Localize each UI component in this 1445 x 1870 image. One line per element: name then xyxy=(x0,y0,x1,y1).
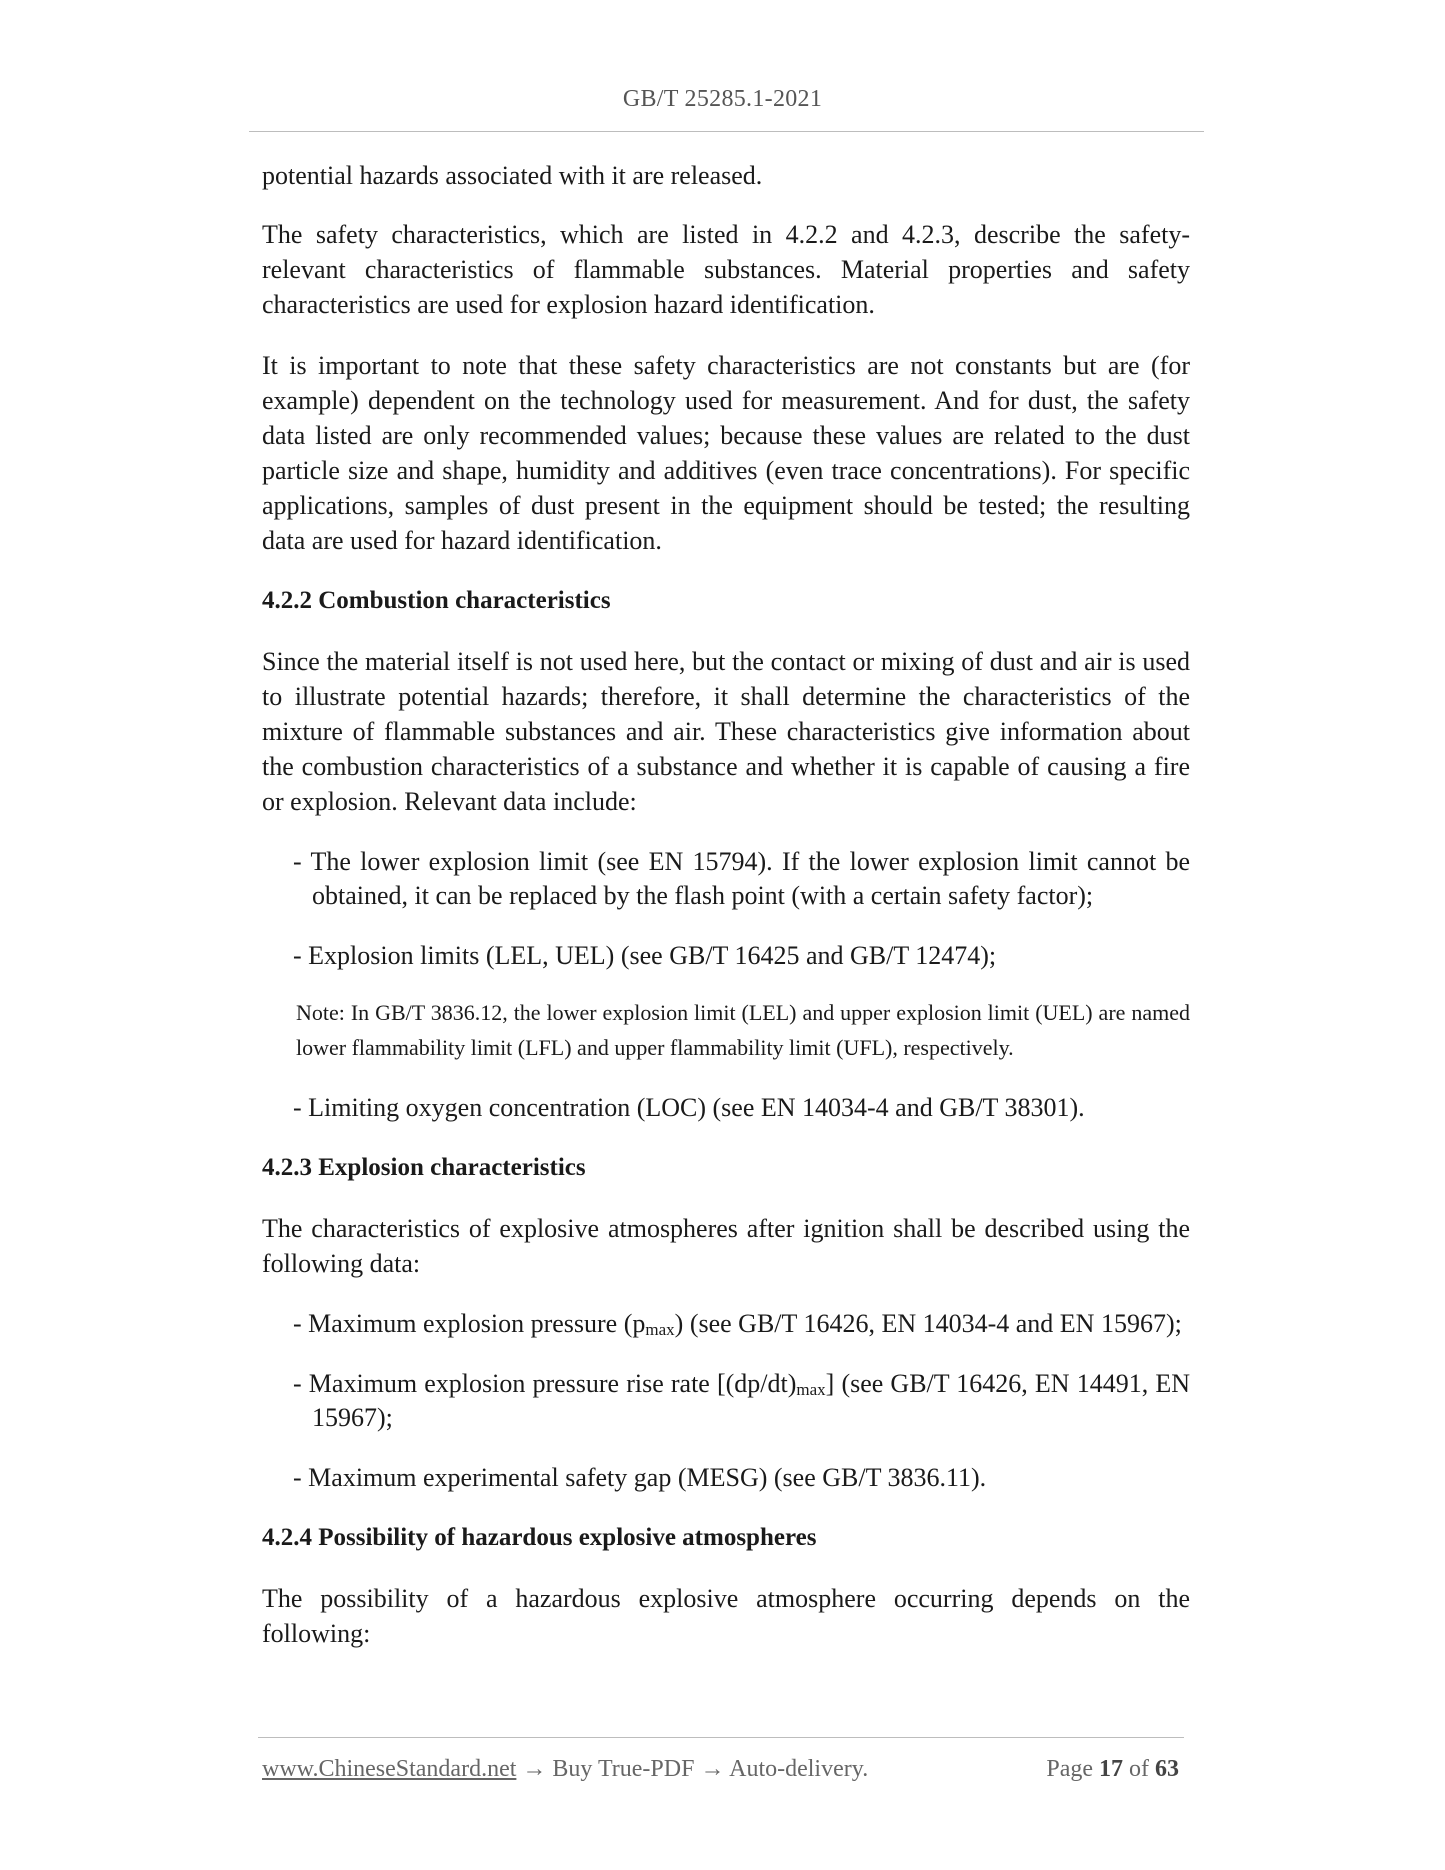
page-total: 63 xyxy=(1155,1756,1179,1782)
paragraph: The possibility of a hazardous explosive atmosphere occurring depends on the following: xyxy=(262,1584,1190,1648)
paragraph: Since the material itself is not used here, but the contact or mixing of dust and air is used to illustrate potential hazards; therefore, it shall determine the characteristics of the mixture of flammable substances and air. These characteristics give information about the combustion characteristics of a substance and whether it is capable of causing a fire or explosion. Relevant data include: xyxy=(262,647,1190,816)
list-item xyxy=(293,1367,1190,1435)
list-text: - Maximum explosion pressure rise rate [(dp/dt) xyxy=(293,1369,797,1398)
footer-divider xyxy=(258,1737,1184,1738)
paragraph: potential hazards associated with it are released. xyxy=(262,161,763,190)
list-item: - Maximum experimental safety gap (MESG) (see GB/T 3836.11). xyxy=(293,1463,987,1492)
note: Note: In GB/T 3836.12, the lower explosion limit (LEL) and upper explosion limit (UEL) are named lower flammability limit (LFL) and upper flammability limit (UFL), respectively. xyxy=(296,1000,1190,1060)
list-item: - The lower explosion limit (see EN 15794). If the lower explosion limit cannot be obtained, it can be replaced by the flash point (with a certain safety factor); xyxy=(293,847,1190,910)
of-label: of xyxy=(1129,1756,1149,1782)
subscript: max xyxy=(645,1320,675,1339)
site-link[interactable]: www.ChineseStandard.net xyxy=(262,1756,517,1782)
footer-promo-text: → Buy True-PDF → Auto-delivery. xyxy=(516,1756,869,1782)
section-heading-4-2-4: 4.2.4 Possibility of hazardous explosive atmospheres xyxy=(262,1524,817,1551)
page-number: 17 xyxy=(1099,1756,1123,1782)
page-content xyxy=(262,158,1190,1677)
list-text: - Maximum explosion pressure (p xyxy=(293,1309,646,1338)
list-item: - Explosion limits (LEL, UEL) (see GB/T 16425 and GB/T 12474); xyxy=(293,941,997,970)
paragraph: It is important to note that these safety characteristics are not constants but are (for example) dependent on the technology used for measurement. And for dust, the safety data listed are only recommended values; because these values are related to the dust particle size and shape, humidity and additives (even trace concentrations). For specific applications, samples of dust present in the equipment should be tested; the resulting data are used for hazard identification. xyxy=(262,351,1190,555)
page-indicator xyxy=(1046,1756,1179,1783)
list-text: ] (see GB/T 16426, EN 14491, EN 15967); xyxy=(312,1369,1190,1432)
section-heading-4-2-3: 4.2.3 Explosion characteristics xyxy=(262,1154,586,1181)
list-item: - Limiting oxygen concentration (LOC) (see EN 14034-4 and GB/T 38301). xyxy=(293,1093,1085,1122)
header-divider xyxy=(249,131,1204,132)
subscript: max xyxy=(796,1380,826,1399)
list-text: ) (see GB/T 16426, EN 14034-4 and EN 15967); xyxy=(674,1309,1182,1338)
section-heading-4-2-2: 4.2.2 Combustion characteristics xyxy=(262,587,611,614)
paragraph: The characteristics of explosive atmospheres after ignition shall be described using the following data: xyxy=(262,1214,1190,1278)
document-header: GB/T 25285.1-2021 xyxy=(622,86,823,112)
paragraph: The safety characteristics, which are listed in 4.2.2 and 4.2.3, describe the safety-relevant characteristics of flammable substances. Material properties and safety characteristics are used for explosion hazard identification. xyxy=(262,220,1190,319)
list-item xyxy=(293,1307,1190,1341)
page-label: Page xyxy=(1046,1756,1093,1782)
footer-promo xyxy=(262,1756,868,1783)
